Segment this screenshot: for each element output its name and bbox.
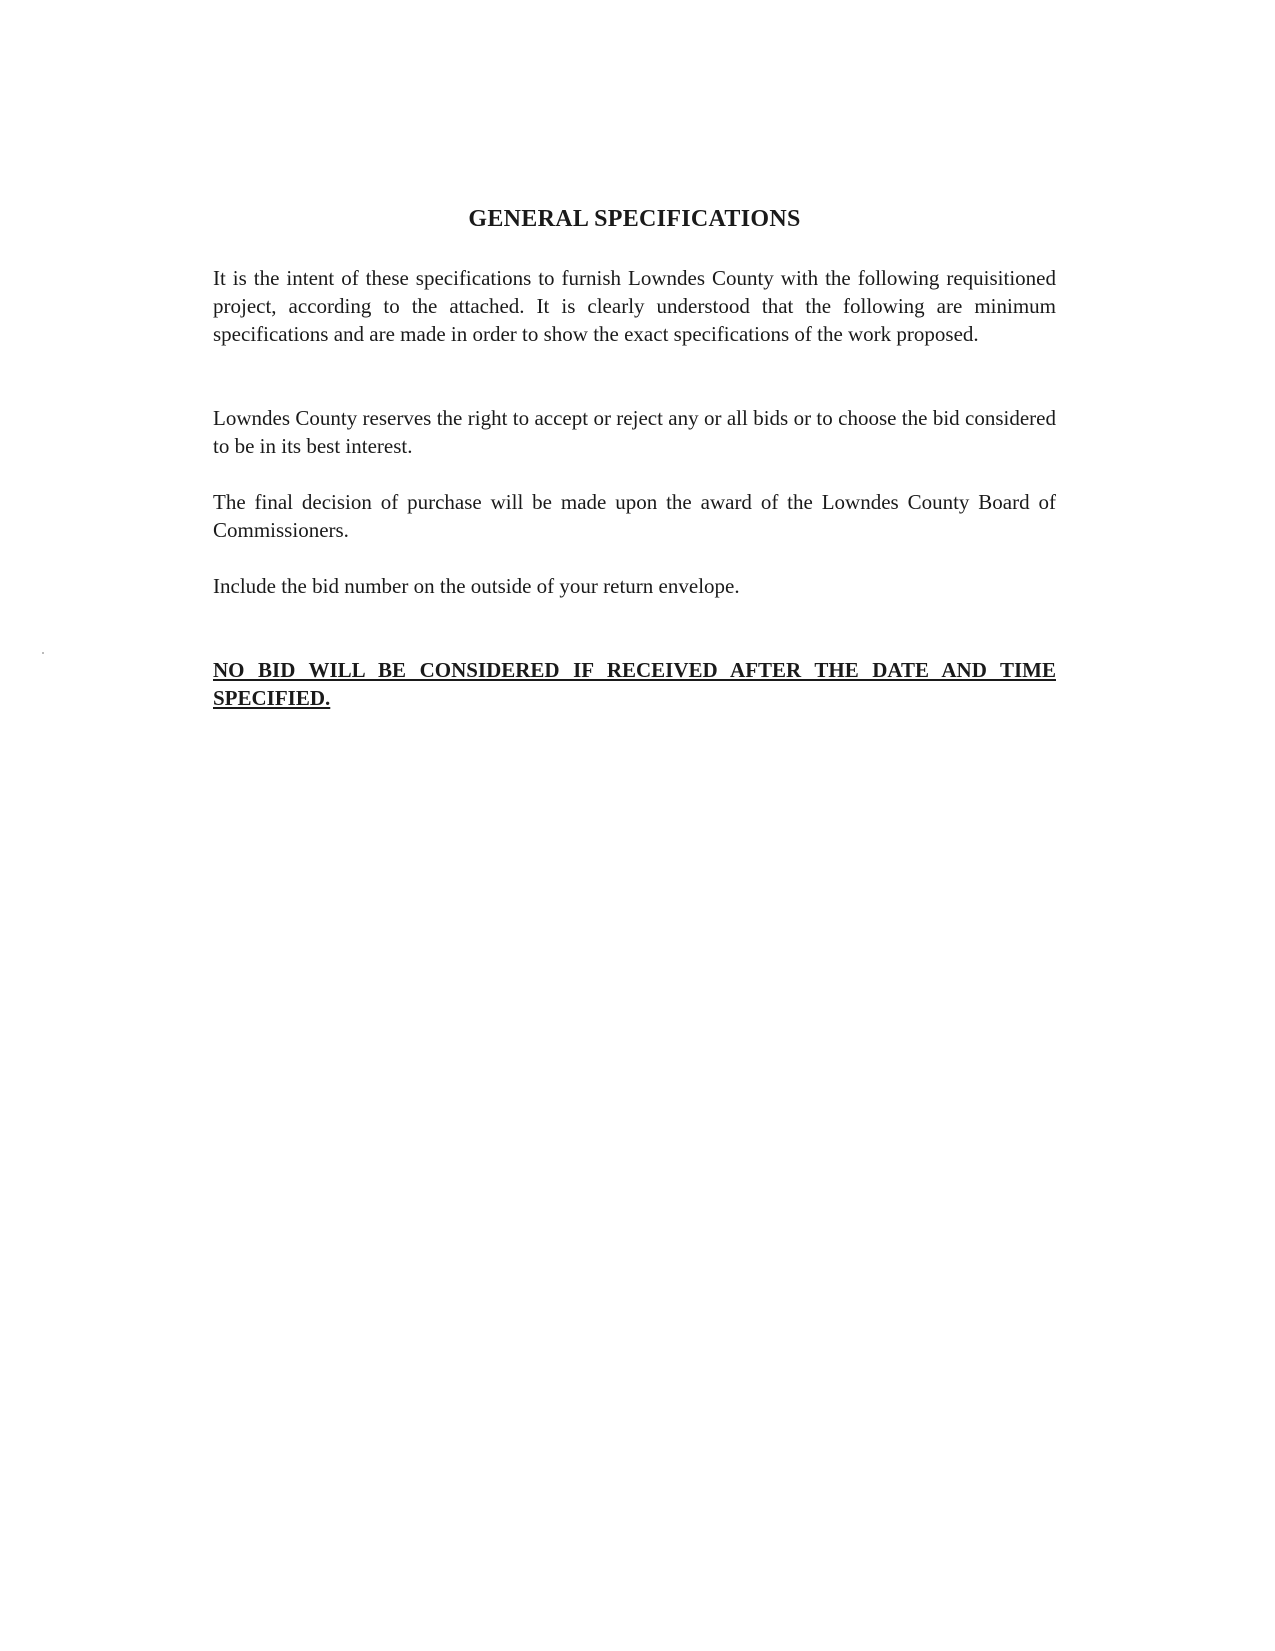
paragraph-decision: The final decision of purchase will be made upon the award of the Lowndes County Board of Commissioners. <box>213 490 1056 542</box>
paragraph-envelope: Include the bid number on the outside of your return envelope. <box>213 574 740 598</box>
paragraph-rights: Lowndes County reserves the right to accept or reject any or all bids or to choose the bid considered to be in its best interest. <box>213 406 1056 458</box>
deadline-notice: NO BID WILL BE CONSIDERED IF RECEIVED AFTER THE DATE AND TIME SPECIFIED. <box>213 658 1056 710</box>
paragraph-intent: It is the intent of these specifications to furnish Lowndes County with the following requisitioned project, according to the attached. It is clearly understood that the following are minimum specifications and are made in order to show the exact specifications of the work proposed. <box>213 266 1056 346</box>
scan-speck <box>42 652 44 654</box>
page-title: GENERAL SPECIFICATIONS <box>468 206 801 232</box>
